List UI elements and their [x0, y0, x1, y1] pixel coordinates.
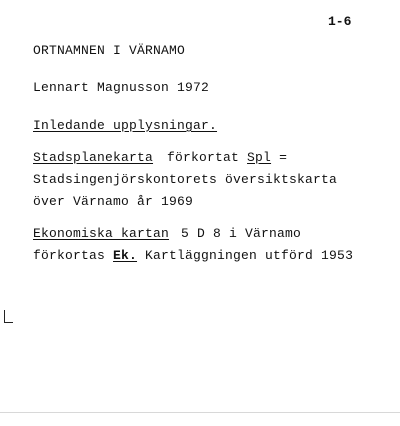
stadsplanekarta-line-3: över Värnamo år 1969: [33, 194, 194, 209]
ekonomiska-line2-b: Kartläggningen utförd 1953: [145, 248, 354, 263]
author-year: Lennart Magnusson 1972: [33, 80, 210, 95]
ek-abbreviation: Ek.: [113, 248, 138, 263]
ekonomiska-line2-a: förkortas: [33, 248, 106, 263]
ekonomiska-text1: 5 D 8 i Värnamo: [181, 226, 302, 241]
card-number: 1-6: [328, 14, 352, 29]
ekonomiska-term: Ekonomiska kartan: [33, 226, 170, 241]
ekonomiska-line-1: [33, 226, 301, 242]
stadsplanekarta-line-1: [33, 150, 287, 166]
equals-sign: =: [279, 150, 288, 165]
stadsplanekarta-text1: förkortat: [167, 150, 240, 165]
intro-heading: Inledande upplysningar.: [33, 118, 218, 133]
corner-mark: [4, 310, 13, 323]
card-edge: [0, 412, 400, 413]
card-title: ORTNAMNEN I VÄRNAMO: [33, 43, 186, 58]
stadsplanekarta-line-2: Stadsingenjörskontorets översiktskarta: [33, 172, 338, 187]
ekonomiska-line-2: [33, 248, 353, 264]
stadsplanekarta-term: Stadsplanekarta: [33, 150, 154, 165]
spl-abbreviation: Spl: [247, 150, 272, 165]
